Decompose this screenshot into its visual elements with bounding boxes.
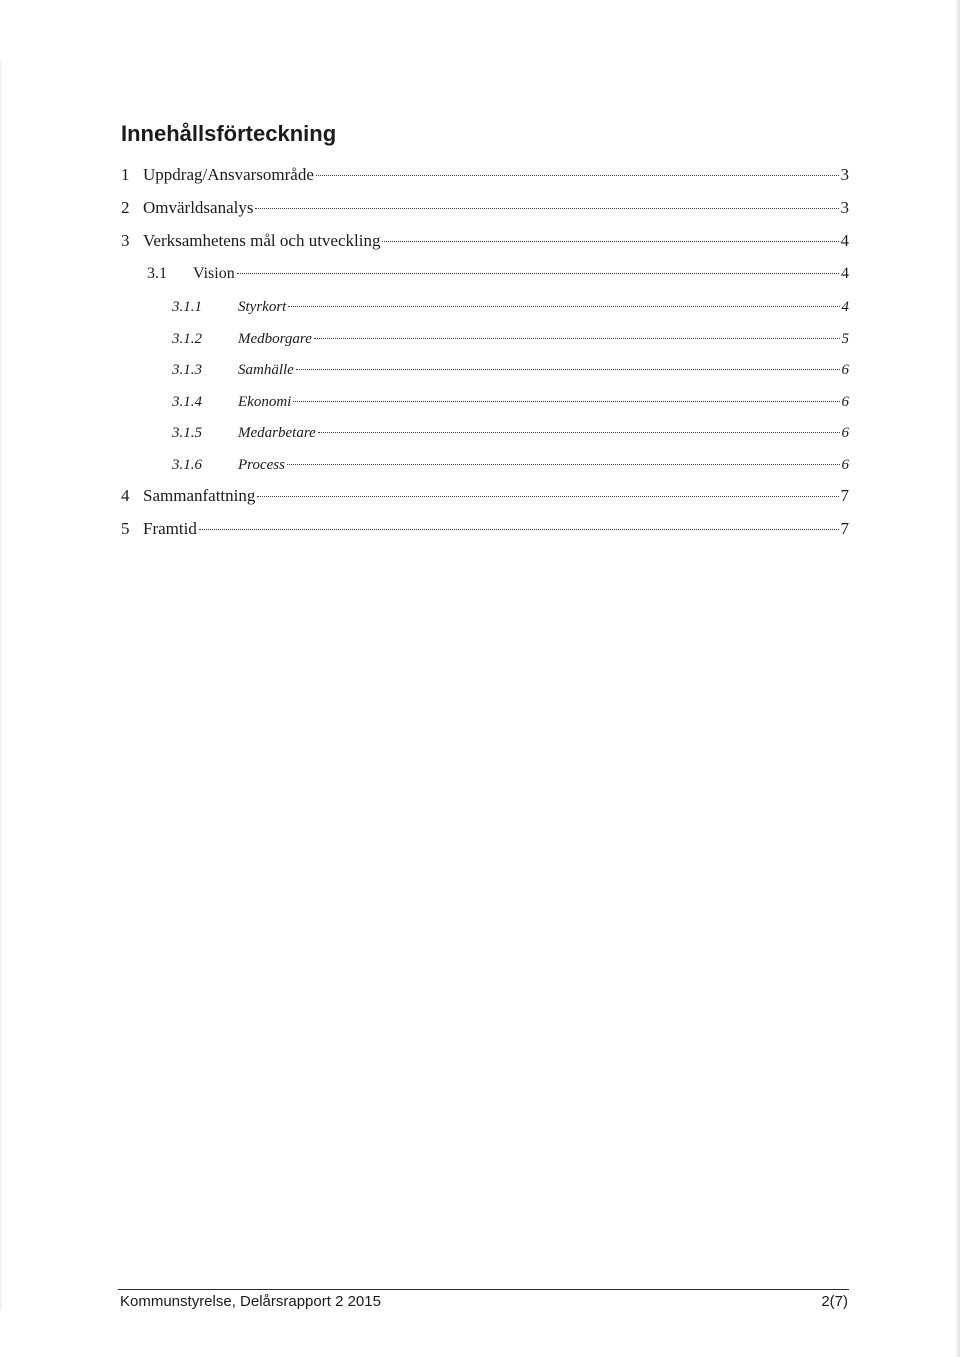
toc-entry-number: 2 [121,198,130,217]
toc-entry-number: 3.1 [147,265,167,282]
toc-entry-label: Verksamhetens mål och utveckling [143,231,381,250]
toc-entry-number: 3.1.2 [172,331,202,347]
toc-entry-number: 3.1.4 [172,394,202,410]
toc-entry-number: 1 [121,165,130,184]
toc-entry-3-1-5[interactable] [172,421,849,445]
dot-leader [316,175,839,176]
toc-entry-number: 3.1.5 [172,425,202,441]
dot-leader [287,464,840,465]
toc-entry-page: 7 [840,519,849,538]
footer-document-title: Kommunstyrelse, Delårsrapport 2 2015 [120,1293,381,1310]
dot-leader [293,401,839,402]
toc-entry-4[interactable] [121,484,849,508]
toc-entry-page: 4 [840,231,849,250]
footer-page-number: 2(7) [821,1293,848,1310]
footer-rule [118,1289,849,1290]
toc-entry-label: Medborgare [238,331,312,347]
dot-leader [257,496,838,497]
toc-entry-3-1-2[interactable] [172,327,849,351]
toc-entry-label: Sammanfattning [143,486,256,505]
toc-entry-page: 5 [841,331,849,347]
toc-entry-page: 7 [840,486,849,505]
toc-entry-number: 3 [121,231,130,250]
toc-entry-label: Omvärldsanalys [143,198,254,217]
dot-leader [255,208,838,209]
toc-entry-label: Medarbetare [238,425,316,441]
toc-entry-number: 5 [121,519,130,538]
toc-entry-label: Process [238,457,285,473]
toc-entry-label: Framtid [143,519,197,538]
toc-entry-number: 4 [121,486,130,505]
dot-leader [237,273,839,274]
dot-leader [314,338,840,339]
toc-entry-page: 4 [841,265,849,282]
toc-entry-1[interactable] [121,163,849,187]
dot-leader [288,306,839,307]
page-shadow-left [0,60,2,1310]
dot-leader [318,432,840,433]
toc-entry-number: 3.1.3 [172,362,202,378]
toc-entry-page: 6 [841,394,849,410]
toc-entry-number: 3.1.1 [172,299,202,315]
toc-entry-5[interactable] [121,517,849,541]
toc-entry-page: 6 [841,425,849,441]
toc-entry-3[interactable] [121,229,849,253]
toc-entry-3-1-6[interactable] [172,453,849,477]
toc-title: Innehållsförteckning [121,121,337,146]
toc-entry-3-1-1[interactable] [172,295,849,319]
dot-leader [199,529,839,530]
toc-entry-page: 3 [840,165,849,184]
toc-entry-page: 3 [840,198,849,217]
toc-entry-label: Ekonomi [238,394,292,410]
toc-entry-label: Styrkort [238,299,287,315]
dot-leader [296,369,840,370]
dot-leader [382,241,838,242]
toc-entry-number: 3.1.6 [172,457,202,473]
toc-entry-3-1-4[interactable] [172,390,849,414]
toc-entry-label: Uppdrag/Ansvarsområde [143,165,314,184]
toc-entry-3-1[interactable] [147,262,849,286]
toc-entry-2[interactable] [121,196,849,220]
page-shadow-right [956,0,960,1357]
toc-entry-3-1-3[interactable] [172,358,849,382]
toc-entry-label: Samhälle [238,362,294,378]
toc-entry-page: 4 [841,299,849,315]
toc-entry-label: Vision [193,265,235,282]
toc-entry-page: 6 [841,362,849,378]
toc-entry-page: 6 [841,457,849,473]
